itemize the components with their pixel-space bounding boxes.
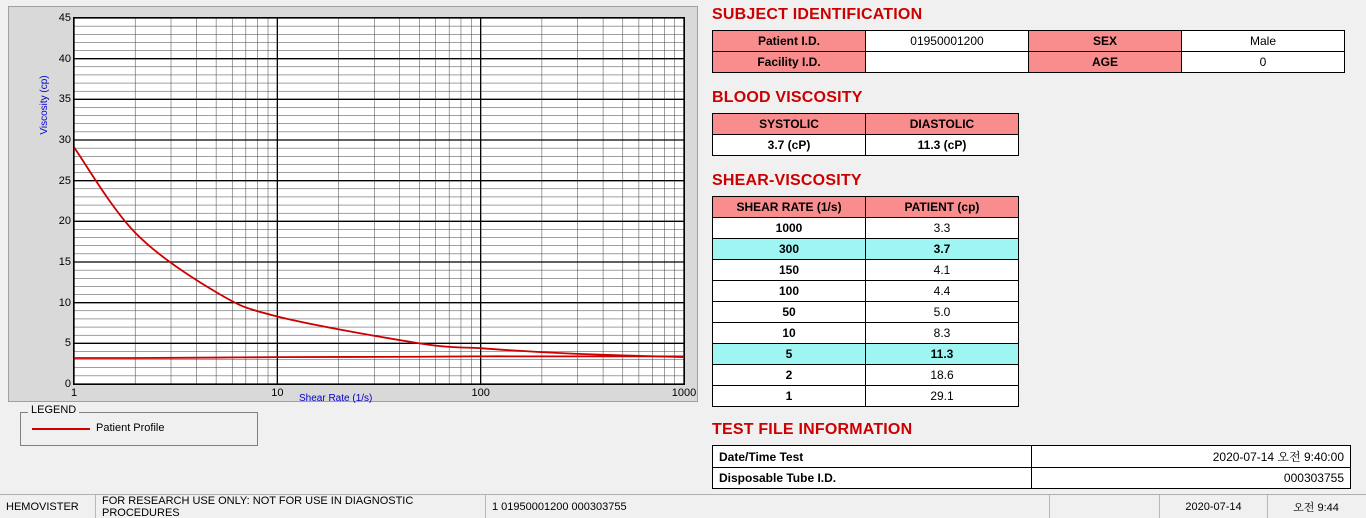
patient-viscosity-cell: 11.3 [866,344,1019,365]
patient-column-header: PATIENT (cp) [866,197,1019,218]
chart-y-tick-label: 45 [58,12,71,24]
chart-x-tick-label: 10 [271,387,284,399]
chart-svg [74,18,684,384]
shear-viscosity-table [712,196,1019,407]
chart-y-tick-label: 0 [64,378,71,390]
facility-id-value [866,52,1029,73]
disposable-tube-id-label: Disposable Tube I.D. [713,468,1032,489]
shear-viscosity-title: SHEAR-VISCOSITY [712,172,862,189]
shear-rate-cell: 10 [713,323,866,344]
status-research-notice: FOR RESEARCH USE ONLY: NOT FOR USE IN DIAGNOSTIC PROCEDURES [96,495,486,518]
patient-viscosity-cell: 8.3 [866,323,1019,344]
patient-id-label: Patient I.D. [713,31,866,52]
chart-legend-swatch [32,428,90,430]
table-row [713,218,1019,239]
chart-legend-label: Patient Profile [96,422,165,434]
table-header-row [713,197,1019,218]
status-bar [0,494,1366,518]
table-row [713,135,1019,156]
status-time: 오전 9:44 [1293,501,1339,514]
table-row [713,114,1019,135]
status-date: 2020-07-14 [1160,495,1268,518]
datetime-test-label: Date/Time Test [713,446,1032,468]
chart-y-tick-label: 35 [58,93,71,106]
chart-y-tick-label: 20 [58,215,71,228]
shear-rate-cell: 5 [713,344,866,365]
chart-y-tick-label: 30 [58,134,71,146]
table-row [713,468,1351,489]
chart-series-line [74,147,684,357]
table-row [713,52,1345,73]
chart-y-tick-label: 5 [64,337,71,350]
table-row [713,31,1345,52]
facility-id-label: Facility I.D. [713,52,866,73]
chart-y-axis-label: Viscosity (cp) [39,75,50,135]
systolic-value: 3.7 (cP) [713,135,866,156]
table-row [713,386,1019,407]
patient-viscosity-cell: 29.1 [866,386,1019,407]
age-label: AGE [1029,52,1182,73]
status-app-name: HEMOVISTER [0,495,96,518]
patient-viscosity-cell: 4.1 [866,260,1019,281]
status-blank-cell [1050,495,1160,518]
chart-panel [8,6,698,402]
shear-rate-cell: 2 [713,365,866,386]
table-row [713,344,1019,365]
table-row [713,281,1019,302]
chart-legend-title: LEGEND [28,404,79,416]
chart-x-tick-label: 1000 [671,387,697,399]
chart-y-axis-ticks [35,12,71,390]
chart-x-axis-ticks [70,387,697,401]
diastolic-label: DIASTOLIC [866,114,1019,135]
patient-viscosity-cell: 3.3 [866,218,1019,239]
test-file-information-title: TEST FILE INFORMATION [712,421,913,438]
patient-id-value: 01950001200 [866,31,1029,52]
chart-series-line [74,356,684,358]
shear-rate-cell: 1000 [713,218,866,239]
patient-viscosity-cell: 5.0 [866,302,1019,323]
patient-viscosity-cell: 3.7 [866,239,1019,260]
chart-y-tick-label: 25 [58,174,71,187]
chart-x-tick-label: 100 [471,387,490,399]
subject-identification-table [712,30,1345,73]
blood-viscosity-table [712,113,1019,156]
chart-x-tick-label: 1 [70,387,78,399]
patient-viscosity-cell: 4.4 [866,281,1019,302]
datetime-test-value: 2020-07-14 오전 9:40:00 [1032,446,1351,468]
subject-identification-title: SUBJECT IDENTIFICATION [712,6,923,23]
blood-viscosity-title: BLOOD VISCOSITY [712,89,863,106]
shear-rate-cell: 50 [713,302,866,323]
test-file-information-table [712,445,1351,489]
shear-rate-cell: 1 [713,386,866,407]
chart-x-axis-label: Shear Rate (1/s) [299,393,373,404]
shear-rate-cell: 300 [713,239,866,260]
systolic-label: SYSTOLIC [713,114,866,135]
diastolic-value: 11.3 (cP) [866,135,1019,156]
chart-y-tick-label: 10 [58,296,71,309]
table-row [713,239,1019,260]
chart-y-tick-label: 40 [58,52,71,65]
table-row [713,260,1019,281]
shear-rate-cell: 100 [713,281,866,302]
table-row [713,302,1019,323]
table-row [713,323,1019,344]
chart-plot-area[interactable] [73,17,685,385]
disposable-tube-id-value: 000303755 [1032,468,1351,489]
table-row [713,365,1019,386]
shear-rate-column-header: SHEAR RATE (1/s) [713,197,866,218]
chart-y-tick-label: 15 [58,256,71,268]
sex-value: Male [1182,31,1345,52]
report-panel [712,6,1352,489]
shear-rate-cell: 150 [713,260,866,281]
sex-label: SEX [1029,31,1182,52]
age-value: 0 [1182,52,1345,73]
patient-viscosity-cell: 18.6 [866,365,1019,386]
status-record-id: 1 01950001200 000303755 [486,495,1050,518]
table-row [713,446,1351,468]
